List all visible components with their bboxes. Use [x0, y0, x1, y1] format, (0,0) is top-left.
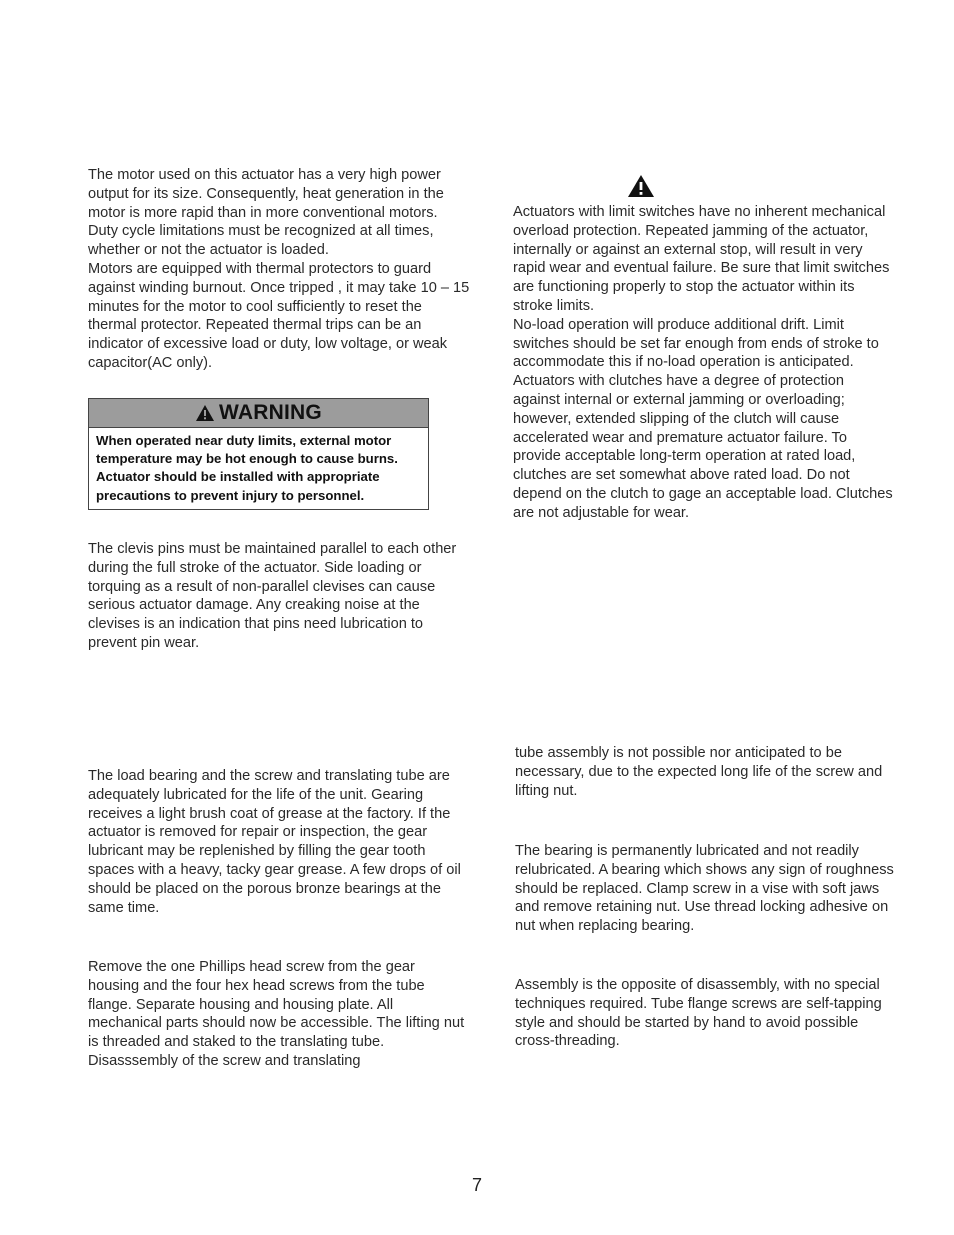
bearing-section [515, 842, 897, 936]
warning-box [88, 398, 429, 510]
motor-paragraph-2: Motors are equipped with thermal protectors to guard against winding burnout. Once tripped , it may take 10 – 15 minutes for the motor to cool sufficiently to reset the thermal protector. Repeated thermal trips can be an indicator of excessive load or duty, low voltage, or weak capacitor(AC only). [88, 260, 470, 371]
limit-switch-section [513, 203, 895, 523]
warning-title: WARNING [219, 401, 322, 424]
assembly-section [515, 976, 897, 1051]
warning-header [89, 399, 428, 428]
caution-triangle-icon [627, 174, 655, 203]
limit-paragraph-1: Actuators with limit switches have no inherent mechanical overload protection. Repeated jamming of the actuator, internally or against an external stop, will result in very rapid wear and eventual failure. Be sure that limit switches are functioning properly to stop the actuator within its stroke limits. [513, 204, 890, 314]
bearing-paragraph: The bearing is permanently lubricated and not readily relubricated. A bearing which shows any sign of roughness should be replaced. Clamp screw in a vise with soft jaws and remove retaining nut. Use thread locking adhesive on nut when replacing bearing. [515, 843, 894, 935]
disassembly-paragraph: Remove the one Phillips head screw from the gear housing and the four hex head screws from the tube flange. Separate housing and housing plate. All mechanical parts should now be accessible. The lifting nut is threaded and staked to the translating tube. Disasssembly of the screw and translating [88, 959, 465, 1069]
motor-section [88, 166, 470, 373]
assembly-paragraph: Assembly is the opposite of disassembly, with no special techniques required. Tube flange screws are self-tapping style and should be started by hand to avoid possible cross-threading. [515, 977, 882, 1050]
page-number: 7 [471, 1175, 482, 1195]
warning-text: When operated near duty limits, external motor temperature may be hot enough to cause burns. Actuator should be installed with appropriate precautions to prevent injury to personnel. [96, 433, 398, 503]
limit-paragraph-3: Actuators with clutches have a degree of protection against internal or external jamming or overloading; however, extended slipping of the clutch will cause accelerated wear and premature actuator failure. To provide acceptable long-term operation at rated load, clutches are set somewhat above rated load. Do not depend on the clutch to gage an acceptable load. Clutches are not adjustable for wear. [513, 373, 893, 521]
lubrication-paragraph: The load bearing and the screw and translating tube are adequately lubricated for the life of the unit. Gearing receives a light brush coat of grease at the factory. If the actuator is removed for repair or inspection, the gear lubricant may be replenished by filling the gear tooth spaces with a heavy, tacky gear grease. A few drops of oil should be placed on the porous bronze bearings at the same time. [88, 768, 461, 916]
clevis-paragraph: The clevis pins must be maintained parallel to each other during the full stroke of the actuator. Side loading or torquing as a result of non-parallel clevises can cause serious actuator damage. Any creaking noise at the clevises is an indication that pins need lubrication to prevent pin wear. [88, 541, 457, 651]
disassembly-continued-paragraph: tube assembly is not possible nor anticipated to be necessary, due to the expected long life of the screw and lifting nut. [515, 745, 883, 799]
limit-paragraph-2: No-load operation will produce additional drift. Limit switches should be set far enough from ends of stroke to accommodate this if no-load operation is anticipated. [513, 316, 879, 371]
warning-triangle-icon [195, 404, 215, 422]
lubrication-section [88, 767, 470, 917]
disassembly-section [88, 958, 470, 1071]
motor-paragraph-1: The motor used on this actuator has a very high power output for its size. Consequently, heat generation in the motor is more rapid than in more conventional motors. Duty cycle limitations must be recognized at all times, whether or not the actuator is loaded. [88, 167, 444, 259]
disassembly-continued-section [515, 744, 897, 800]
clevis-section [88, 540, 470, 653]
